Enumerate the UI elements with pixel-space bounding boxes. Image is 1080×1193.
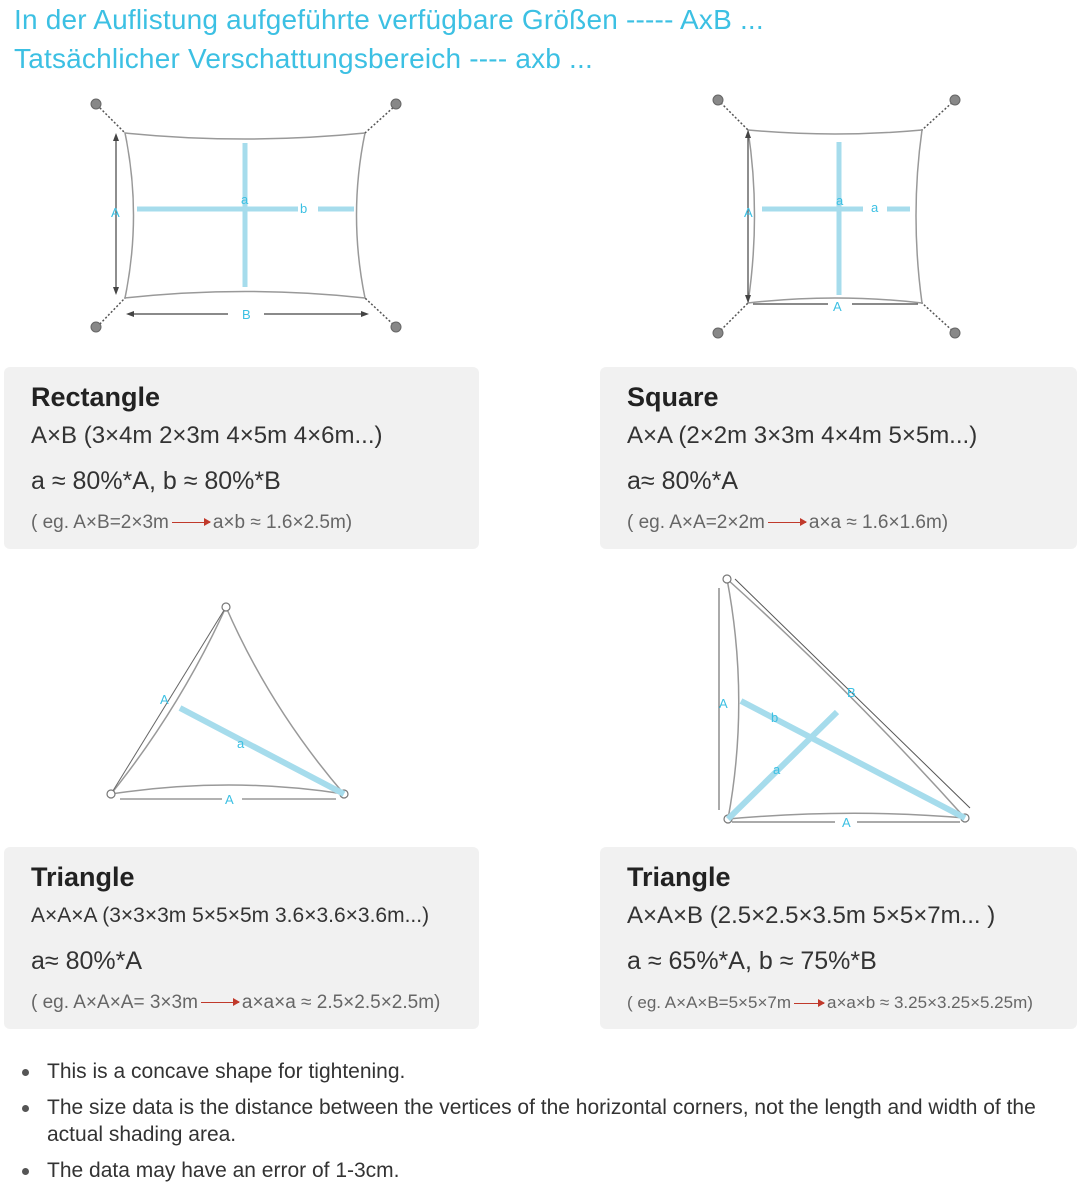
card-ratio: a≈ 80%*A <box>627 467 739 495</box>
card-sizes: A×B (3×4m 2×3m 4×5m 4×6m...) <box>31 422 383 449</box>
triangle-equal-diagram <box>100 598 360 813</box>
card-title: Triangle <box>31 862 135 892</box>
arrow-icon <box>794 1003 824 1004</box>
tri-right-label-b: b <box>771 710 779 725</box>
square-label-a-vert: a <box>836 193 844 208</box>
note-text: The data may have an error of 1-3cm. <box>47 1159 400 1182</box>
tri-eq-label-A-bottom: A <box>225 792 234 807</box>
tri-right-label-B: B <box>847 685 856 700</box>
card-example-left: ( eg. A×A=2×2m <box>627 512 765 533</box>
card-example-right: a×a×b ≈ 3.25×3.25×5.25m) <box>826 993 1033 1012</box>
rectangle-diagram <box>80 95 410 340</box>
arrow-icon <box>768 522 806 523</box>
note-item <box>22 1058 1072 1085</box>
arrow-icon <box>172 522 210 523</box>
tri-right-label-A-bottom: A <box>842 815 851 830</box>
card-example-left: ( eg. A×A×A= 3×3m <box>31 992 198 1013</box>
bullet-icon <box>22 1069 29 1076</box>
card-sizes: A×A×B (2.5×2.5×3.5m 5×5×7m... ) <box>627 902 996 929</box>
card-sizes: A×A (2×2m 3×3m 4×4m 5×5m...) <box>627 422 978 449</box>
card-sizes: A×A×A (3×3×3m 5×5×5m 3.6×3.6×3.6m...) <box>31 904 430 927</box>
card-example <box>31 985 479 1021</box>
bullet-icon <box>22 1105 29 1112</box>
card-example-right: a×a×a ≈ 2.5×2.5×2.5m) <box>241 992 441 1013</box>
card-ratio: a ≈ 80%*A, b ≈ 80%*B <box>31 467 281 495</box>
note-text: This is a concave shape for tightening. <box>47 1060 406 1083</box>
tri-right-label-a: a <box>773 762 781 777</box>
card-example-left: ( eg. A×A×B=5×5×7m <box>627 993 791 1012</box>
tri-eq-label-A-side: A <box>160 692 169 707</box>
square-label-A-bottom: A <box>833 299 842 314</box>
card-square <box>600 367 1077 549</box>
note-item <box>22 1157 1072 1184</box>
square-label-A-side: A <box>744 205 753 220</box>
card-title: Triangle <box>627 862 731 892</box>
rect-label-b: b <box>300 201 308 216</box>
card-triangle-right <box>600 847 1077 1029</box>
card-triangle-equal <box>4 847 479 1029</box>
note-text: The size data is the distance between the vertices of the horizontal corners, not the length and width of the actual shading area. <box>47 1096 1036 1146</box>
arrow-icon <box>201 1002 239 1003</box>
note-item <box>22 1094 1072 1148</box>
triangle-right-diagram <box>710 570 980 835</box>
notes-list <box>22 1058 1072 1193</box>
rect-label-A: A <box>111 205 120 220</box>
rect-label-B: B <box>242 307 251 322</box>
card-example-right: a×b ≈ 1.6×2.5m) <box>212 512 353 533</box>
card-example <box>627 505 1077 541</box>
tri-right-label-A-side: A <box>719 696 728 711</box>
card-example <box>31 505 479 541</box>
card-example-left: ( eg. A×B=2×3m <box>31 512 169 533</box>
square-label-a-horiz: a <box>871 200 879 215</box>
card-example-right: a×a ≈ 1.6×1.6m) <box>808 512 949 533</box>
bullet-icon <box>22 1168 29 1175</box>
header-line-2: Tatsächlicher Verschattungsbereich ---- axb ... <box>14 43 593 74</box>
square-diagram <box>705 90 970 345</box>
rect-label-a: a <box>241 192 249 207</box>
header-line-1: In der Auflistung aufgeführte verfügbare Größen ----- AxB ... <box>14 4 764 35</box>
card-title: Square <box>627 382 719 412</box>
tri-eq-label-a: a <box>237 736 245 751</box>
card-ratio: a≈ 80%*A <box>31 947 143 975</box>
card-title: Rectangle <box>31 382 161 412</box>
card-example <box>627 985 1077 1021</box>
card-rectangle <box>4 367 479 549</box>
card-ratio: a ≈ 65%*A, b ≈ 75%*B <box>627 947 877 975</box>
page-header <box>14 0 764 78</box>
